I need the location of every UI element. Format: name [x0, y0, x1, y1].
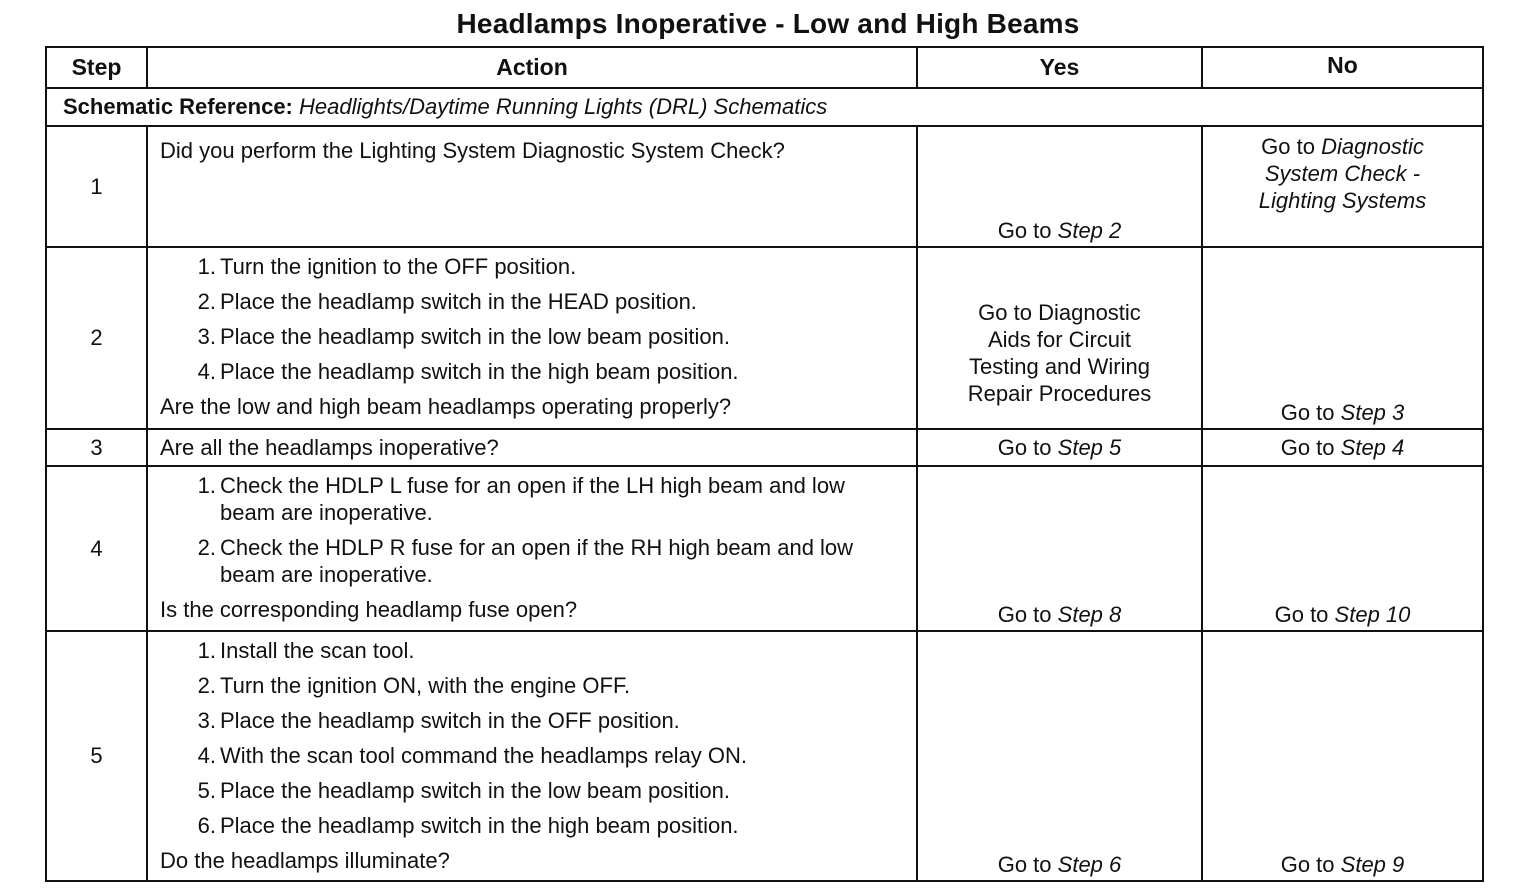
action-question: Are all the headlamps inoperative?	[160, 435, 499, 460]
yes-line: Go to Diagnostic	[978, 300, 1141, 325]
no-cell	[1202, 631, 1483, 881]
header-action: Action	[147, 47, 917, 88]
yes-target: Step 6	[1057, 852, 1122, 877]
action-cell	[147, 126, 917, 247]
action-question: Is the corresponding headlamp fuse open?	[160, 597, 578, 622]
action-steps	[160, 472, 906, 588]
yes-target: Step 2	[1057, 218, 1122, 243]
yes-cell	[917, 247, 1202, 429]
action-step: 5. Place the headlamp switch in the low beam position.	[197, 778, 730, 803]
action-step: 6. Place the headlamp switch in the high beam position.	[197, 813, 739, 838]
yes-line: Repair Procedures	[967, 381, 1152, 406]
step-number: 4	[46, 466, 147, 631]
no-cell	[1202, 429, 1483, 466]
no-target: Step 3	[1340, 400, 1405, 425]
page-title: Headlamps Inoperative - Low and High Beams	[456, 8, 1080, 39]
step-number: 5	[46, 631, 147, 881]
action-step: 3. Place the headlamp switch in the low beam position.	[197, 324, 730, 349]
action-step: 1. Turn the ignition to the OFF position.	[197, 254, 577, 279]
yes-cell	[917, 466, 1202, 631]
no-cell	[1202, 126, 1483, 247]
action-step: 1. Check the HDLP L fuse for an open if the LH high beam and low beam are inoperative.	[197, 473, 845, 525]
no-target-line: System Check -	[1264, 161, 1421, 186]
no-target-line: Lighting Systems	[1258, 188, 1427, 213]
no-target-line: Diagnostic	[1321, 134, 1424, 159]
diagnostic-table	[45, 46, 1484, 882]
action-step: 2. Check the HDLP R fuse for an open if the RH high beam and low beam are inoperative.	[197, 535, 854, 587]
no-prefix: Go to	[1280, 852, 1335, 877]
yes-prefix: Go to	[997, 218, 1052, 243]
schematic-reference-value: Headlights/Daytime Running Lights (DRL) Schematics	[299, 94, 828, 119]
action-cell	[147, 429, 917, 466]
step-number: 2	[46, 247, 147, 429]
yes-target: Step 8	[1057, 602, 1122, 627]
no-prefix: Go to	[1280, 434, 1335, 460]
header-no: No	[1202, 47, 1483, 88]
action-step: 4. With the scan tool command the headlamps relay ON.	[197, 743, 748, 768]
yes-target: Step 5	[1057, 434, 1122, 460]
action-step: 1. Install the scan tool.	[197, 638, 415, 663]
yes-prefix: Go to	[997, 852, 1052, 877]
table-row	[46, 631, 1483, 881]
table-row	[46, 126, 1483, 247]
step-number: 1	[46, 126, 147, 247]
table-row	[46, 429, 1483, 466]
action-question: Do the headlamps illuminate?	[160, 848, 450, 873]
yes-prefix: Go to	[997, 434, 1052, 460]
no-target: Step 9	[1340, 852, 1405, 877]
table-row	[46, 466, 1483, 631]
action-steps	[160, 637, 906, 839]
action-step: 2. Place the headlamp switch in the HEAD position.	[197, 289, 697, 314]
no-target: Step 4	[1340, 434, 1405, 460]
action-question: Did you perform the Lighting System Diagnostic System Check?	[160, 138, 785, 163]
action-step: 3. Place the headlamp switch in the OFF position.	[197, 708, 680, 733]
action-cell	[147, 247, 917, 429]
yes-line: Testing and Wiring	[969, 354, 1150, 379]
yes-cell	[917, 126, 1202, 247]
header-step: Step	[46, 47, 147, 88]
no-prefix: Go to	[1274, 602, 1329, 627]
step-number: 3	[46, 429, 147, 466]
no-cell	[1202, 466, 1483, 631]
action-step: 2. Turn the ignition ON, with the engine OFF.	[197, 673, 631, 698]
action-step: 4. Place the headlamp switch in the high beam position.	[197, 359, 739, 384]
action-steps	[160, 253, 906, 385]
yes-cell	[917, 429, 1202, 466]
yes-cell	[917, 631, 1202, 881]
yes-line: Aids for Circuit	[987, 327, 1132, 352]
yes-prefix: Go to	[997, 602, 1052, 627]
schematic-reference	[46, 88, 1483, 126]
header-row	[46, 47, 1483, 88]
no-prefix: Go to	[1280, 400, 1335, 425]
header-yes: Yes	[917, 47, 1202, 88]
action-question: Are the low and high beam headlamps operating properly?	[160, 394, 732, 419]
action-cell	[147, 466, 917, 631]
no-prefix: Go to	[1261, 134, 1315, 159]
schematic-reference-label: Schematic Reference:	[63, 94, 293, 119]
schematic-reference-row	[46, 88, 1483, 126]
action-cell	[147, 631, 917, 881]
no-target: Step 10	[1334, 602, 1411, 627]
no-cell	[1202, 247, 1483, 429]
table-row	[46, 247, 1483, 429]
